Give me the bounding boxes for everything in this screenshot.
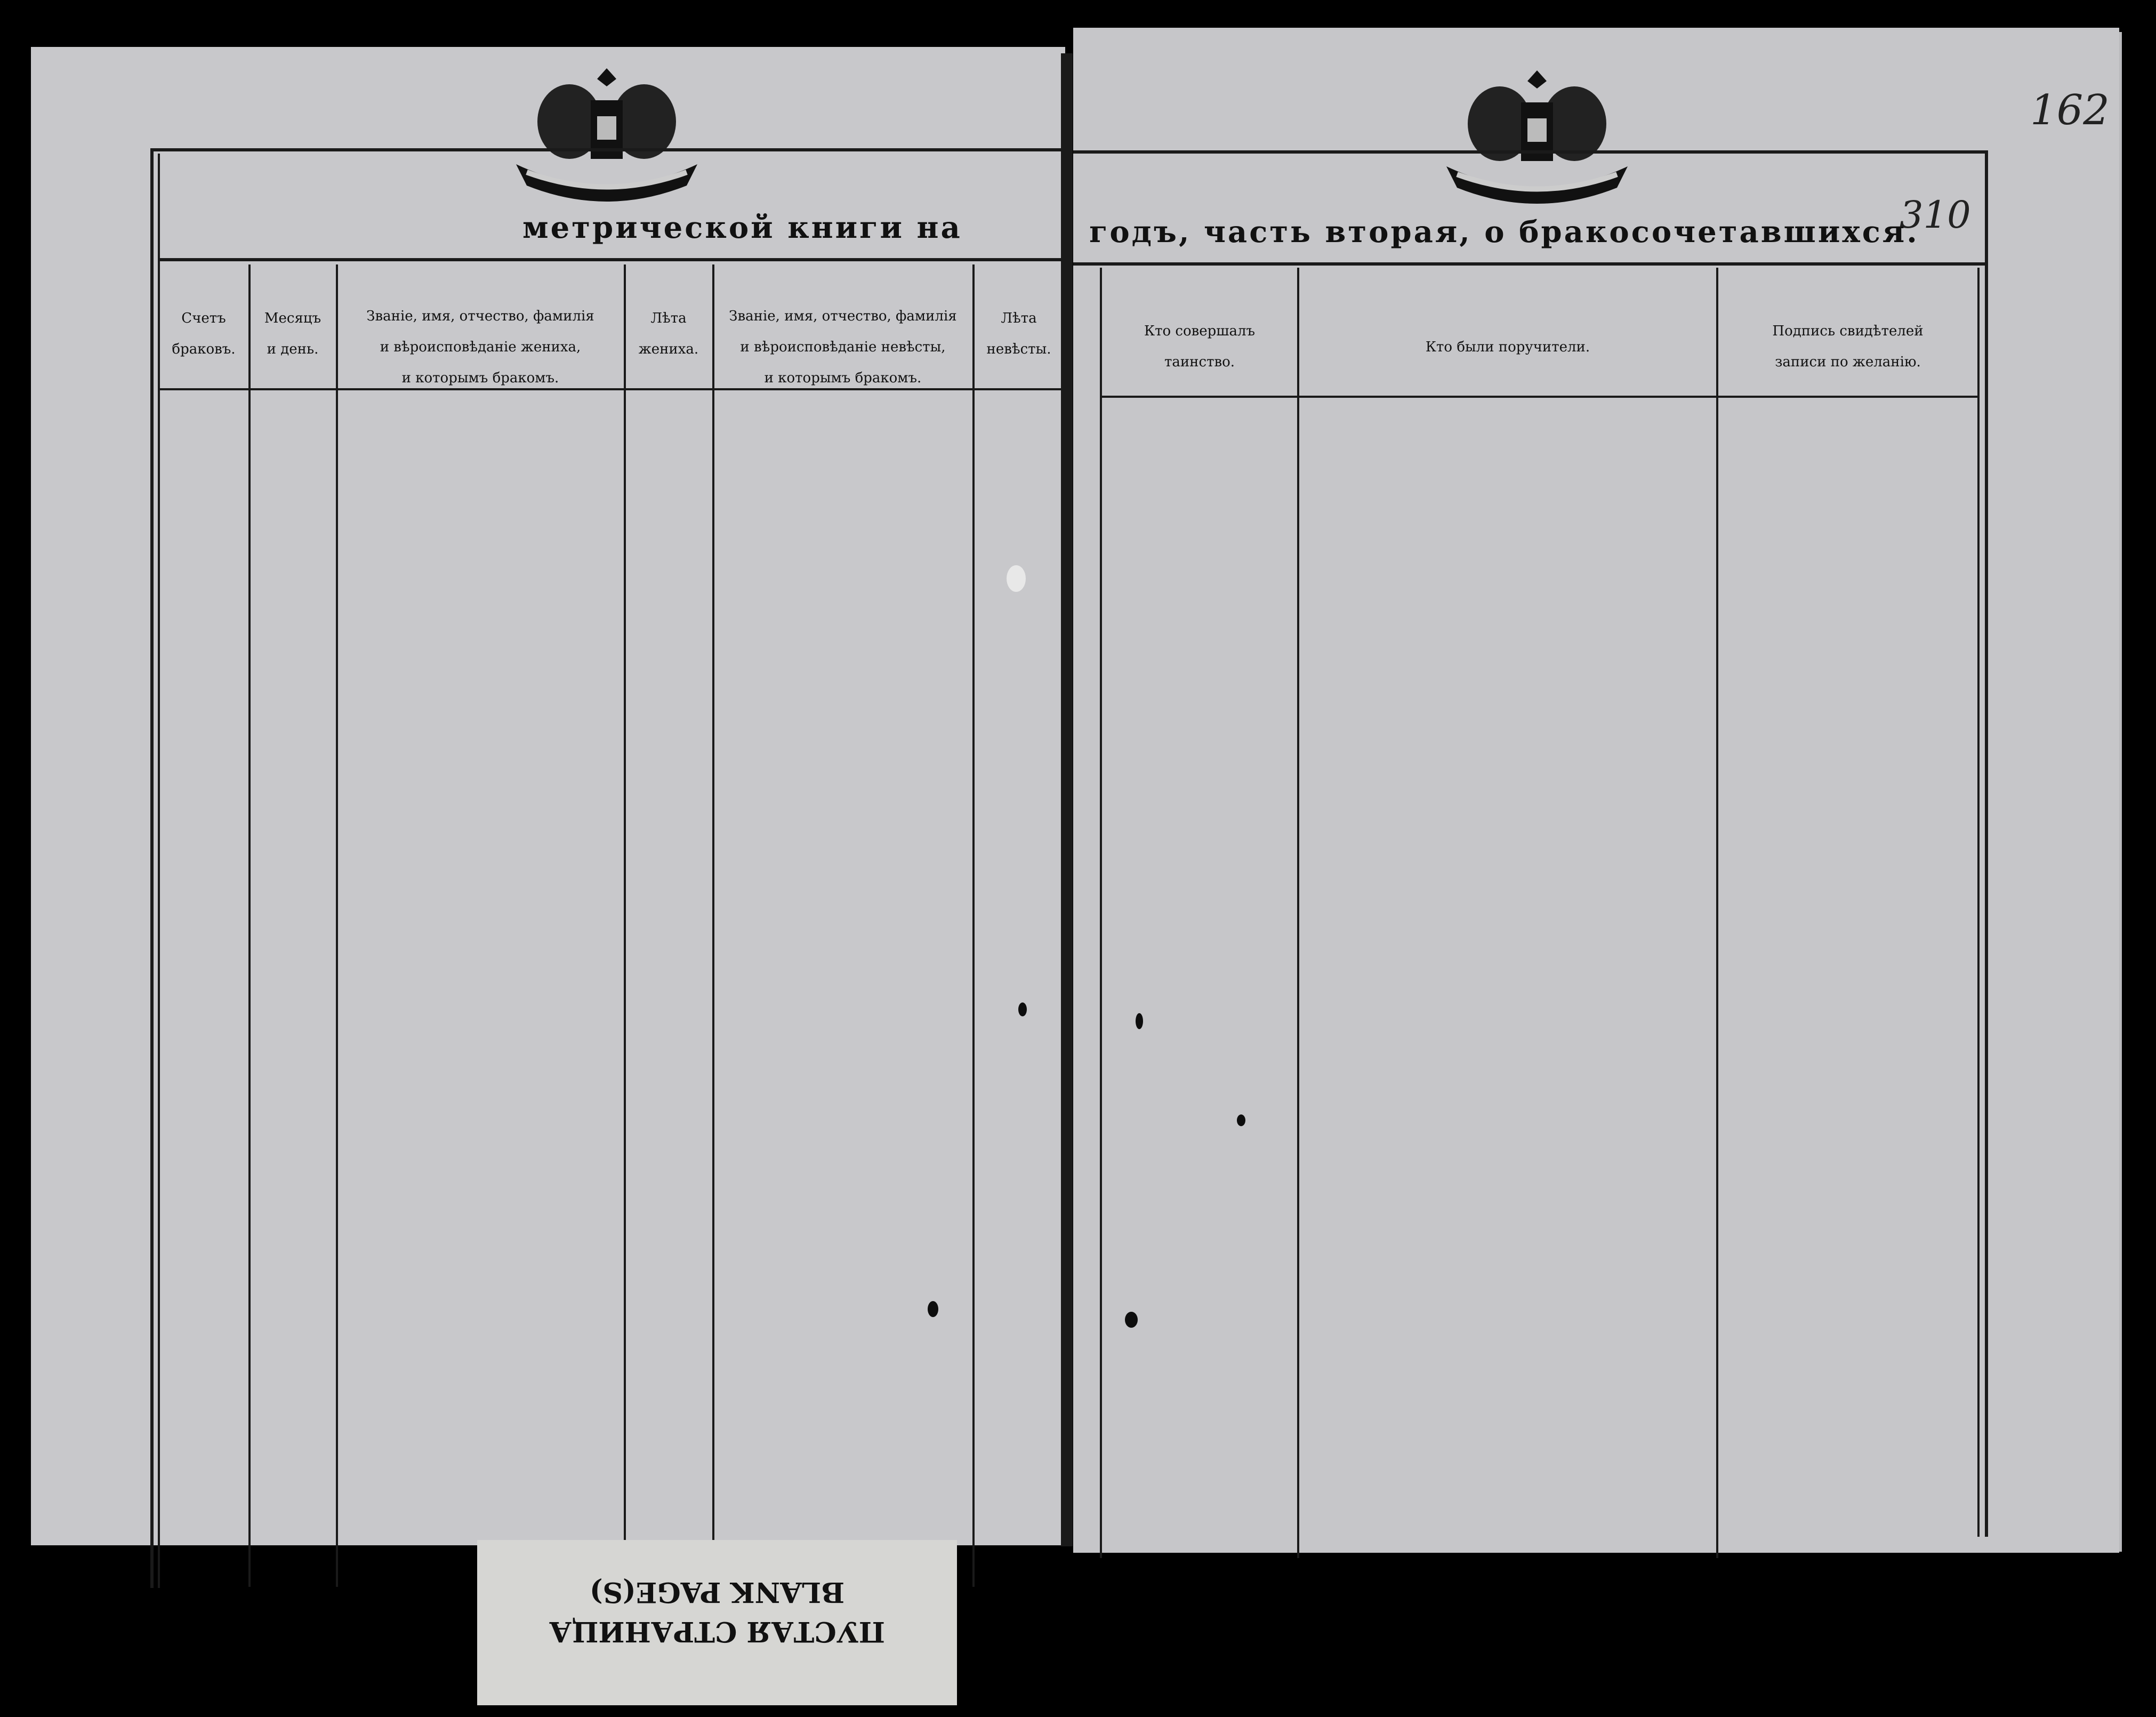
left-page bbox=[31, 47, 1065, 1545]
column-separator bbox=[1716, 268, 1718, 1558]
folio-number: 162 bbox=[2030, 86, 2110, 134]
column-separator bbox=[1297, 268, 1299, 1558]
page-number: 310 bbox=[1900, 193, 1971, 237]
right-page bbox=[1073, 28, 2119, 1553]
left-border-inner bbox=[158, 154, 160, 1588]
column-separator bbox=[972, 264, 975, 1587]
blank-page-stub bbox=[477, 1540, 957, 1705]
book-gutter bbox=[1061, 53, 1073, 1546]
column-header-groom-age: Лѣта жениха. bbox=[638, 310, 699, 357]
column-header-officiant: Кто совершалъ таинство. bbox=[1144, 323, 1256, 370]
right-page-title: годъ, часть вторая, о бракосочетавшихся. bbox=[1089, 214, 1919, 250]
column-header-guarantors: Кто были поручители. bbox=[1425, 339, 1590, 355]
column-separator bbox=[624, 264, 626, 1587]
header-bottom-rule bbox=[1073, 262, 1985, 266]
paper-hole bbox=[1125, 1312, 1138, 1328]
header-top-rule bbox=[150, 148, 1065, 151]
paper-hole bbox=[1018, 1002, 1027, 1016]
right-border-inner bbox=[1977, 268, 1980, 1537]
double-headed-eagle-icon bbox=[1436, 60, 1638, 214]
column-header-groom: Званіе, имя, отчество, фамилія и вѣроисповѣданіе жениха, и которымъ бракомъ. bbox=[366, 308, 594, 386]
column-separator bbox=[336, 264, 338, 1587]
column-header-bride-age: Лѣта невѣсты. bbox=[986, 310, 1051, 357]
column-separator bbox=[248, 264, 251, 1587]
left-border bbox=[150, 148, 154, 1588]
column-separator bbox=[1100, 268, 1102, 1558]
stub-label bbox=[536, 1572, 898, 1651]
column-header-month-day: Месяцъ и день. bbox=[264, 310, 321, 357]
column-header-bride: Званіе, имя, отчество, фамилія и вѣроисповѣданіе невѣсты, и которымъ бракомъ. bbox=[729, 308, 957, 386]
stub-label-english: BLANK PAGE(S) bbox=[589, 1576, 845, 1608]
left-page-title: метрической книги на bbox=[522, 210, 962, 245]
paper-hole bbox=[1237, 1114, 1245, 1126]
header-top-rule bbox=[1073, 150, 1985, 154]
right-border bbox=[1985, 150, 1988, 1537]
paper-hole bbox=[1007, 565, 1026, 592]
stub-label-russian: ПУСТАЯ СТРАНИЦА bbox=[549, 1615, 886, 1648]
column-header-marriage-count: Счетъ браковъ. bbox=[172, 310, 236, 357]
column-separator bbox=[712, 264, 714, 1587]
paper-hole bbox=[928, 1301, 938, 1317]
paper-hole bbox=[1136, 1013, 1143, 1029]
header-bottom-rule bbox=[158, 258, 1064, 261]
column-header-witness-signature: Подпись свидѣтелей записи по желанію. bbox=[1772, 323, 1924, 370]
double-headed-eagle-icon bbox=[505, 58, 708, 212]
column-header-rule bbox=[1100, 396, 1980, 398]
